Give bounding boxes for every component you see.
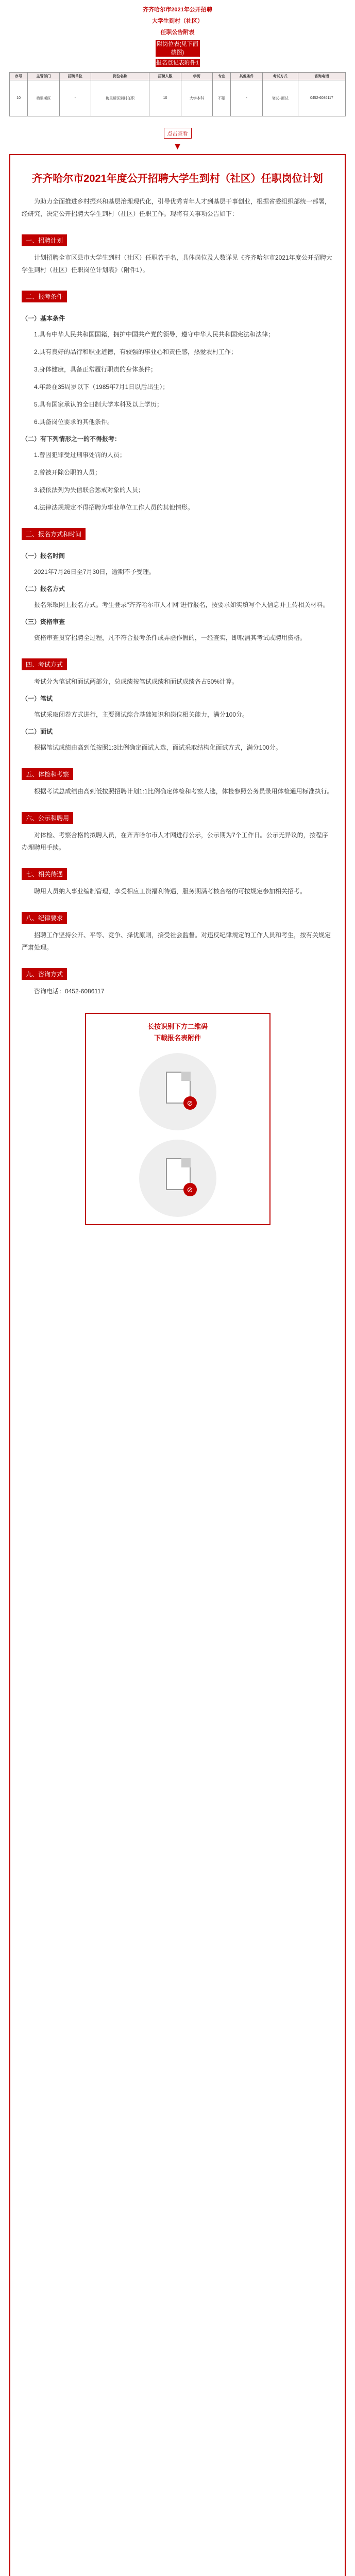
table-header-cell: 专业	[213, 73, 231, 80]
table-header-cell: 咨询电话	[298, 73, 345, 80]
section-heading: 九、咨询方式	[22, 968, 67, 980]
sub-heading: （二）面试	[22, 728, 53, 735]
intro-paragraph: 为助力全面推进乡村振兴和基层治理现代化，引导优秀青年人才到基层干事创业，根据省委组织部统一部署，经研究，决定公开招聘大学生到村（社区）任职工作。现将有关事项公告如下：	[22, 198, 331, 217]
table-header-cell: 岗位名称	[91, 73, 149, 80]
table-cell: -	[59, 80, 91, 116]
announcement-card	[9, 154, 346, 2576]
section-heading: 六、公示和聘用	[22, 812, 73, 824]
link-icon: ⊘	[183, 1096, 197, 1110]
section-paragraph: 对体检、考察合格的拟聘人员，在齐齐哈尔市人才网进行公示，公示期为7个工作日。公示无异议的，按程序办理聘用手续。	[22, 832, 328, 851]
sub-heading: （一）基本条件	[22, 315, 65, 322]
table-header-cell: 学历	[181, 73, 212, 80]
table-cell: 梅里斯区	[28, 80, 59, 116]
sub-heading: （一）报名时间	[22, 552, 65, 560]
section-paragraph: 报名采取网上报名方式。考生登录"齐齐哈尔市人才网"进行报名，按要求如实填写个人信息并上传相关材料。	[34, 601, 329, 608]
attachment-title: 长按识别下方二维码	[147, 1023, 208, 1030]
section-paragraph: 根据笔试成绩由高到低按照1:3比例确定面试人选，面试采取结构化面试方式，满分100分。	[34, 744, 282, 751]
sub-heading: （二）有下列情形之一的不得报考：	[22, 435, 121, 443]
section-paragraph: 招聘工作坚持公开、平等、竞争、择优原则，接受社会监督。对违反纪律规定的工作人员和考生，按有关规定严肃处理。	[22, 931, 331, 951]
table-cell: 不限	[213, 80, 231, 116]
table-header-cell: 主管部门	[28, 73, 59, 80]
table-cell: 梅里斯区到村任职	[91, 80, 149, 116]
document-icon[interactable]	[139, 1140, 216, 1217]
section-paragraph: 计划招聘全市区县市大学生到村（社区）任职若干名，具体岗位及人数详见《齐齐哈尔市2021年度公开招聘大学生到村（社区）任职岗位计划表》（附件1）。	[22, 254, 332, 274]
list-item: 4.年龄在35周岁以下（1985年7月1日以后出生）；	[34, 383, 169, 391]
list-item: 2.具有良好的品行和职业道德，有较强的事业心和责任感，热爱农村工作；	[34, 348, 238, 355]
section-paragraph: 2021年7月26日至7月30日，逾期不予受理。	[34, 568, 155, 575]
list-item: 4.法律法规规定不得招聘为事业单位工作人员的其他情形。	[34, 504, 194, 511]
attachment-subtitle: 下载报名表附件	[154, 1034, 201, 1042]
section-paragraph: 咨询电话：0452-6086117	[34, 988, 105, 995]
list-item: 5.具有国家承认的全日制大学本科及以上学历；	[34, 401, 163, 408]
section-paragraph: 资格审查贯穿招聘全过程，凡不符合报考条件或弄虚作假的，一经查实，即取消其考试或聘用资格。	[34, 634, 307, 641]
section-heading: 一、招聘计划	[22, 234, 67, 246]
page-header	[0, 0, 355, 67]
section-heading: 五、体检和考察	[22, 768, 73, 780]
sub-heading: （三）资格审查	[22, 618, 65, 625]
table-header-cell: 招聘人数	[149, 73, 181, 80]
table-cell: 笔试+面试	[262, 80, 298, 116]
list-item: 1.具有中华人民共和国国籍，拥护中国共产党的领导，遵守中华人民共和国宪法和法律；	[34, 331, 275, 338]
section-heading: 四、考试方式	[22, 658, 67, 670]
view-link-box	[0, 128, 355, 139]
list-item: 1.曾因犯罪受过刑事处罚的人员；	[34, 451, 126, 459]
section-paragraph: 聘用人员纳入事业编制管理，享受相应工资福利待遇，服务期满考核合格的可按规定参加相关招考。	[34, 888, 307, 895]
sub-heading: （二）报名方式	[22, 585, 65, 592]
announcement-title: 齐齐哈尔市2021年度公开招聘大学生到村（社区）任职岗位计划	[32, 173, 323, 184]
section-paragraph: 笔试采取闭卷方式进行，主要测试综合基础知识和岗位相关能力，满分100分。	[34, 711, 249, 718]
section-heading: 二、报考条件	[22, 291, 67, 302]
table-cell: 10	[149, 80, 181, 116]
table-cell: 大学本科	[181, 80, 212, 116]
list-item: 2.曾被开除公职的人员；	[34, 469, 102, 476]
table-row	[10, 80, 346, 116]
view-link[interactable]: 点击查看	[164, 128, 192, 139]
section-heading: 三、报名方式和时间	[22, 528, 86, 540]
section-heading: 八、纪律要求	[22, 912, 67, 924]
section-heading: 七、相关待遇	[22, 868, 67, 880]
section-paragraph: 考试分为笔试和面试两部分，总成绩按笔试成绩和面试成绩各占50%计算。	[34, 678, 239, 685]
sub-heading: （一）笔试	[22, 695, 53, 702]
header-line-2: 大学生到村（社区）	[152, 18, 203, 24]
arrow-down-icon: ▼	[173, 141, 182, 151]
section-paragraph: 根据考试总成绩由高到低按照招聘计划1:1比例确定体检和考察人选，体检参照公务员录用体检通用标准执行。	[34, 788, 333, 795]
list-item: 3.身体健康，具备正常履行职责的身体条件；	[34, 366, 157, 373]
header-badge-1[interactable]: 附岗位表(见下面截图)	[156, 40, 200, 57]
header-badge-2[interactable]: 报名登记表附件1	[156, 60, 199, 66]
table-header-cell: 招聘单位	[59, 73, 91, 80]
table-header-cell: 其他条件	[231, 73, 262, 80]
list-item: 3.被依法列为失信联合惩戒对象的人员；	[34, 486, 145, 494]
attachment-box	[85, 1013, 271, 1225]
document-fold-icon	[181, 1158, 191, 1167]
table-cell: 0452-6086117	[298, 80, 345, 116]
table-cell: 10	[10, 80, 28, 116]
table-header-cell: 序号	[10, 73, 28, 80]
table-header-cell: 考试方式	[262, 73, 298, 80]
table-cell: -	[231, 80, 262, 116]
header-line-1: 齐齐哈尔市2021年公开招聘	[143, 7, 212, 13]
position-table	[9, 72, 346, 116]
list-item: 6.具备岗位要求的其他条件。	[34, 418, 114, 426]
link-icon: ⊘	[183, 1183, 197, 1196]
header-line-3: 任职公告附表	[160, 29, 195, 36]
document-fold-icon	[181, 1072, 191, 1081]
document-icon[interactable]	[139, 1053, 216, 1130]
table-header-row	[10, 73, 346, 80]
